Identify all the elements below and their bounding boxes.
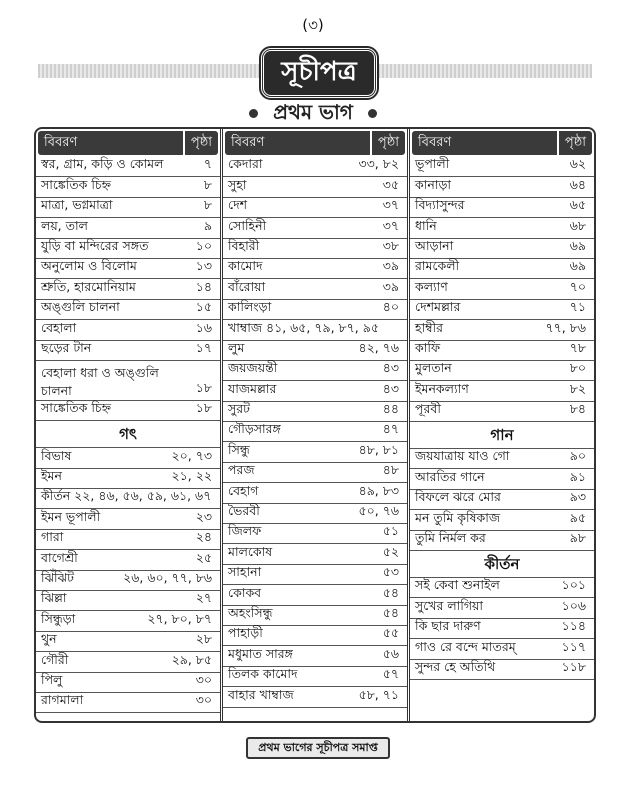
list-item bbox=[410, 490, 594, 510]
list-item bbox=[36, 341, 220, 361]
item-name: গৌড়সারঙ্গ bbox=[228, 421, 281, 437]
section-heading: গান bbox=[410, 422, 594, 449]
item-page: ৯ bbox=[203, 217, 212, 233]
item-page: ২৪ bbox=[195, 529, 212, 545]
list-item bbox=[223, 646, 407, 666]
item-name: কামোদ bbox=[228, 258, 263, 274]
item-name: বেহালা bbox=[41, 319, 77, 335]
item-page: ৪৯, ৮৩ bbox=[358, 482, 399, 498]
item-page: ১৭ bbox=[195, 339, 212, 355]
item-page: ৫৩ bbox=[382, 564, 399, 580]
item-page: ৭১ bbox=[569, 299, 586, 315]
list-item bbox=[223, 606, 407, 626]
item-name: ঝিঁঝিট bbox=[41, 570, 74, 586]
item-page: ১০১ bbox=[561, 577, 586, 593]
item-name: ইমন ভূপালী bbox=[41, 508, 101, 524]
item-name: সিন্ধু bbox=[228, 441, 250, 457]
item-name: ইমনকল্যাণ bbox=[415, 380, 469, 396]
item-page: ৫৫ bbox=[382, 625, 399, 641]
item-name: বিভাষ bbox=[41, 447, 72, 463]
item-name: গাও রে বন্দে মাতরম্ bbox=[415, 638, 516, 654]
item-name: থুন bbox=[41, 631, 57, 647]
item-page: ৪৭ bbox=[382, 421, 399, 437]
item-page: ৪০ bbox=[382, 299, 399, 315]
list-item bbox=[223, 198, 407, 218]
item-page: ৬৪ bbox=[569, 176, 586, 192]
item-name: সুহা bbox=[228, 176, 247, 192]
item-name: লয়, তাল bbox=[41, 217, 88, 233]
list-item bbox=[410, 402, 594, 422]
list-item bbox=[36, 652, 220, 672]
item-page: ২১, ২২ bbox=[171, 468, 212, 484]
item-name: ইমন bbox=[41, 468, 62, 484]
item-page: ৫০, ৭৬ bbox=[358, 503, 399, 519]
item-name: কল্যাণ bbox=[415, 278, 448, 294]
item-name: বেহাগ bbox=[228, 482, 259, 498]
item-name: আরতির গানে bbox=[415, 468, 485, 484]
item-name: পাহাড়ী bbox=[228, 625, 263, 641]
list-item bbox=[36, 448, 220, 468]
item-page: ৩০ bbox=[195, 671, 212, 687]
list-item bbox=[36, 611, 220, 631]
list-item bbox=[410, 279, 594, 299]
list-item bbox=[223, 279, 407, 299]
column-header bbox=[225, 131, 405, 155]
item-page: ৪৩ bbox=[382, 360, 399, 376]
item-page: ২৯, ৮৫ bbox=[171, 651, 212, 667]
section-heading: কীর্তন bbox=[410, 551, 594, 578]
subtitle-text: প্রথম ভাগ bbox=[273, 100, 353, 124]
item-name: সাহানা bbox=[228, 564, 262, 580]
item-page: ৪৮, ৮১ bbox=[358, 441, 399, 457]
list-item bbox=[36, 530, 220, 550]
list-item bbox=[223, 544, 407, 564]
list-item bbox=[36, 239, 220, 259]
item-name: সই কেবা শুনাইল bbox=[415, 577, 500, 593]
item-page: ৬৮ bbox=[569, 217, 586, 233]
item-page: ৩৭ bbox=[382, 197, 399, 213]
column-3 bbox=[407, 129, 594, 721]
item-name: যুড়ি বা মন্দিরের সঙ্গত bbox=[41, 237, 149, 253]
item-page: ৩৭ bbox=[382, 217, 399, 233]
item-name: অঙ্গুলি চালনা bbox=[41, 299, 120, 315]
item-page: ৮২ bbox=[569, 380, 586, 396]
list-item bbox=[223, 504, 407, 524]
item-name: সিন্ধুড়া bbox=[41, 610, 76, 626]
item-name: তিলক কামোদ bbox=[228, 666, 298, 682]
list-item bbox=[36, 218, 220, 238]
list-item bbox=[36, 673, 220, 693]
item-name: রামকেলী bbox=[415, 258, 460, 274]
item-name: কানাড়া bbox=[415, 176, 452, 192]
column-1 bbox=[36, 129, 220, 721]
col1-list-2 bbox=[36, 448, 220, 713]
item-page: ৪৪ bbox=[382, 401, 399, 417]
item-page: ৩৯ bbox=[382, 258, 399, 274]
item-page: ৭৭, ৮৬ bbox=[545, 319, 586, 335]
item-name: পূরবী bbox=[415, 401, 441, 417]
item-page: ৬৯ bbox=[569, 237, 586, 253]
item-page: ২৭ bbox=[195, 590, 212, 606]
item-name: লুম bbox=[228, 339, 245, 355]
column-header bbox=[412, 131, 592, 155]
col3-list-3 bbox=[410, 578, 594, 680]
item-page: ৫৬ bbox=[382, 645, 399, 661]
item-name: বেহালা ধরা ও অঙ্গুলি চালনা bbox=[41, 364, 159, 398]
item-page: ১৫ bbox=[195, 299, 212, 315]
end-note: প্রথম ভাগের সূচীপত্র সমাপ্ত bbox=[246, 737, 390, 759]
item-page: ১৩ bbox=[195, 258, 212, 274]
list-item bbox=[36, 401, 220, 421]
item-page: ৮ bbox=[203, 176, 212, 192]
item-page: ৩৩, ৮২ bbox=[358, 156, 399, 172]
list-item bbox=[223, 341, 407, 361]
list-item bbox=[223, 667, 407, 687]
list-item bbox=[410, 578, 594, 598]
item-page: ৯৮ bbox=[569, 530, 586, 546]
list-item bbox=[36, 591, 220, 611]
item-page: ৮০ bbox=[569, 360, 586, 376]
item-name: জয়যাত্রায় যাও গো bbox=[415, 448, 510, 464]
item-page: ৫১ bbox=[382, 523, 399, 539]
col2-list bbox=[223, 157, 407, 708]
contents-table bbox=[34, 127, 596, 723]
item-name: মুলতান bbox=[415, 360, 452, 376]
item-name: অনুলোম ও বিলোম bbox=[41, 258, 137, 274]
item-name: সাঙ্কেতিক চিহ্ন bbox=[41, 400, 112, 416]
item-name: সুরট bbox=[228, 401, 250, 417]
item-name: হাম্বীর bbox=[415, 319, 444, 335]
header-page: পৃষ্ঠা bbox=[370, 131, 405, 155]
column-header bbox=[38, 131, 218, 155]
item-page: ৪২, ৭৬ bbox=[358, 339, 399, 355]
list-item bbox=[410, 218, 594, 238]
item-page: ৩৫ bbox=[382, 176, 399, 192]
item-page: ১১৭ bbox=[561, 638, 586, 654]
item-name: মন তুমি কৃষিকাজ bbox=[415, 509, 501, 525]
item-name: সুখের লাগিয়া bbox=[415, 597, 484, 613]
item-page: ৬৫ bbox=[569, 197, 586, 213]
list-item bbox=[410, 361, 594, 381]
list-item bbox=[36, 571, 220, 591]
list-item bbox=[36, 632, 220, 652]
list-item bbox=[223, 524, 407, 544]
page-title: সূচীপত্র bbox=[261, 48, 377, 98]
list-item bbox=[36, 489, 220, 509]
list-item bbox=[223, 259, 407, 279]
list-item bbox=[223, 422, 407, 442]
list-item bbox=[410, 639, 594, 659]
item-name: সাঙ্কেতিক চিহ্ন bbox=[41, 176, 112, 192]
item-name: পিলু bbox=[41, 671, 63, 687]
list-item bbox=[223, 585, 407, 605]
list-item bbox=[36, 509, 220, 529]
list-item bbox=[36, 279, 220, 299]
item-name: বাগেশ্রী bbox=[41, 549, 78, 565]
item-page: ৯৩ bbox=[569, 489, 586, 505]
item-page: ৮৪ bbox=[569, 401, 586, 417]
header-item: বিবরণ bbox=[44, 134, 78, 150]
item-page: ৩৯ bbox=[382, 278, 399, 294]
list-item bbox=[36, 693, 220, 713]
item-name: বাঁরোয়া bbox=[228, 278, 266, 294]
item-name: বিহারী bbox=[228, 237, 260, 253]
item-page: ৭০ bbox=[569, 278, 586, 294]
item-name: জয়জয়ন্তী bbox=[228, 360, 278, 376]
item-name: মালকোষ bbox=[228, 543, 273, 559]
list-item bbox=[36, 198, 220, 218]
item-page: ৮ bbox=[203, 197, 212, 213]
item-page: ৯৫ bbox=[569, 509, 586, 525]
item-name: খাম্বাজ ৪১, ৬৫, ৭৯, ৮৭, ৯৫ bbox=[228, 319, 379, 335]
item-page: ৯১ bbox=[569, 468, 586, 484]
list-item bbox=[410, 157, 594, 177]
list-item bbox=[36, 259, 220, 279]
list-item bbox=[410, 381, 594, 401]
item-page: ১১৮ bbox=[561, 658, 586, 674]
item-page: ২৭, ৮০, ৮৭ bbox=[147, 610, 212, 626]
list-item bbox=[410, 469, 594, 489]
item-name: কালিংড়া bbox=[228, 299, 272, 315]
item-name: স্বর, গ্রাম, কড়ি ও কোমল bbox=[41, 156, 164, 172]
header-item: বিবরণ bbox=[231, 134, 265, 150]
list-item bbox=[36, 361, 220, 401]
item-name: জিলফ bbox=[228, 523, 262, 539]
list-item bbox=[410, 320, 594, 340]
item-name: মাত্রা, ভগ্নমাত্রা bbox=[41, 197, 113, 213]
list-item bbox=[223, 157, 407, 177]
item-page: ৭৮ bbox=[569, 339, 586, 355]
list-item bbox=[36, 157, 220, 177]
item-page: ৬২ bbox=[569, 156, 586, 172]
item-page: ২৬, ৬০, ৭৭, ৮৬ bbox=[123, 570, 212, 586]
item-name: কোকব bbox=[228, 584, 262, 600]
item-name: কি ছার দারুণ bbox=[415, 618, 481, 634]
item-name: ধানি bbox=[415, 217, 437, 233]
item-name: দেশ bbox=[228, 197, 248, 213]
list-item bbox=[410, 239, 594, 259]
item-name: তুমি নির্মল কর bbox=[415, 530, 486, 546]
item-name: যাজমল্লার bbox=[228, 380, 277, 396]
item-name: ঝিল্লা bbox=[41, 590, 67, 606]
item-name: বিদ্যাসুন্দর bbox=[415, 197, 465, 213]
item-name: ভৈরবী bbox=[228, 503, 260, 519]
list-item bbox=[36, 177, 220, 197]
list-item bbox=[410, 449, 594, 469]
item-page: ৭ bbox=[203, 156, 212, 172]
column-2 bbox=[220, 129, 407, 721]
item-page: ১৪ bbox=[195, 278, 212, 294]
item-page: ৫৪ bbox=[382, 604, 399, 620]
col3-list bbox=[410, 157, 594, 422]
list-item bbox=[223, 300, 407, 320]
list-item bbox=[410, 531, 594, 551]
list-item bbox=[223, 463, 407, 483]
item-name: গৌরী bbox=[41, 651, 69, 667]
bullet-icon bbox=[249, 109, 258, 118]
item-name: শ্রুতি, হারমোনিয়াম bbox=[41, 278, 136, 294]
item-name: দেশমল্লার bbox=[415, 299, 461, 315]
col3-list-2 bbox=[410, 449, 594, 551]
list-item bbox=[410, 177, 594, 197]
item-page: ৫৭ bbox=[382, 666, 399, 682]
list-item bbox=[410, 259, 594, 279]
item-page: ১৮ bbox=[195, 379, 212, 395]
list-item bbox=[36, 320, 220, 340]
item-page: ৫৮, ৭১ bbox=[358, 686, 399, 702]
item-page: ১৬ bbox=[195, 319, 212, 335]
list-item bbox=[410, 619, 594, 639]
list-item bbox=[410, 660, 594, 680]
item-name: কেদারা bbox=[228, 156, 263, 172]
item-page: ২০, ৭৩ bbox=[171, 447, 212, 463]
item-page: ৪৩ bbox=[382, 380, 399, 396]
list-item bbox=[223, 320, 407, 340]
item-name: ভূপালী bbox=[415, 156, 450, 172]
list-item bbox=[410, 510, 594, 530]
list-item bbox=[223, 402, 407, 422]
item-page: ৩৮ bbox=[382, 237, 399, 253]
item-page: ২৫ bbox=[195, 549, 212, 565]
item-name: মধুমাত সারঙ্গ bbox=[228, 645, 293, 661]
item-name: পরজ bbox=[228, 462, 255, 478]
header-item: বিবরণ bbox=[418, 134, 452, 150]
item-page: ১১৪ bbox=[561, 618, 586, 634]
header-page: পৃষ্ঠা bbox=[183, 131, 218, 155]
item-name: বাহার খাম্বাজ bbox=[228, 686, 294, 702]
item-page: ২৮ bbox=[195, 631, 212, 647]
list-item bbox=[223, 239, 407, 259]
item-name: কাফি bbox=[415, 339, 441, 355]
list-item bbox=[36, 550, 220, 570]
list-item bbox=[223, 565, 407, 585]
item-name: রাগমালা bbox=[41, 692, 84, 708]
list-item bbox=[223, 442, 407, 462]
list-item bbox=[36, 300, 220, 320]
item-page: ৯০ bbox=[569, 448, 586, 464]
list-item bbox=[36, 469, 220, 489]
item-page: ১৮ bbox=[195, 400, 212, 416]
item-page: ২৩ bbox=[195, 508, 212, 524]
list-item bbox=[223, 626, 407, 646]
section-heading: গৎ bbox=[36, 421, 220, 448]
list-item bbox=[410, 598, 594, 618]
item-page: ৩০ bbox=[195, 692, 212, 708]
col1-list bbox=[36, 157, 220, 421]
page-number: (৩) bbox=[302, 16, 324, 34]
item-name: সোহিনী bbox=[228, 217, 267, 233]
item-page: ৫৪ bbox=[382, 584, 399, 600]
list-item bbox=[223, 218, 407, 238]
item-name: ছড়ের টান bbox=[41, 339, 92, 355]
bullet-icon bbox=[368, 109, 377, 118]
list-item bbox=[223, 361, 407, 381]
item-page: ৫২ bbox=[382, 543, 399, 559]
item-name: বিফলে ঝরে মোর bbox=[415, 489, 501, 505]
item-page: ৬৯ bbox=[569, 258, 586, 274]
item-name: গারা bbox=[41, 529, 64, 545]
item-name: সুন্দর হে অতিথি bbox=[415, 658, 496, 674]
list-item bbox=[223, 687, 407, 707]
item-page: ১০ bbox=[195, 237, 212, 253]
item-name: আড়ানা bbox=[415, 237, 454, 253]
list-item bbox=[410, 198, 594, 218]
item-page: ৪৮ bbox=[382, 462, 399, 478]
list-item bbox=[223, 381, 407, 401]
list-item bbox=[223, 177, 407, 197]
list-item bbox=[410, 300, 594, 320]
item-name: অহংসিন্ধু bbox=[228, 604, 273, 620]
list-item bbox=[223, 483, 407, 503]
item-page: ১০৬ bbox=[561, 597, 586, 613]
item-name: কীর্তন ২২, ৪৬, ৫৬, ৫৯, ৬১, ৬৭ bbox=[41, 488, 212, 504]
header-page: পৃষ্ঠা bbox=[557, 131, 592, 155]
list-item bbox=[410, 341, 594, 361]
